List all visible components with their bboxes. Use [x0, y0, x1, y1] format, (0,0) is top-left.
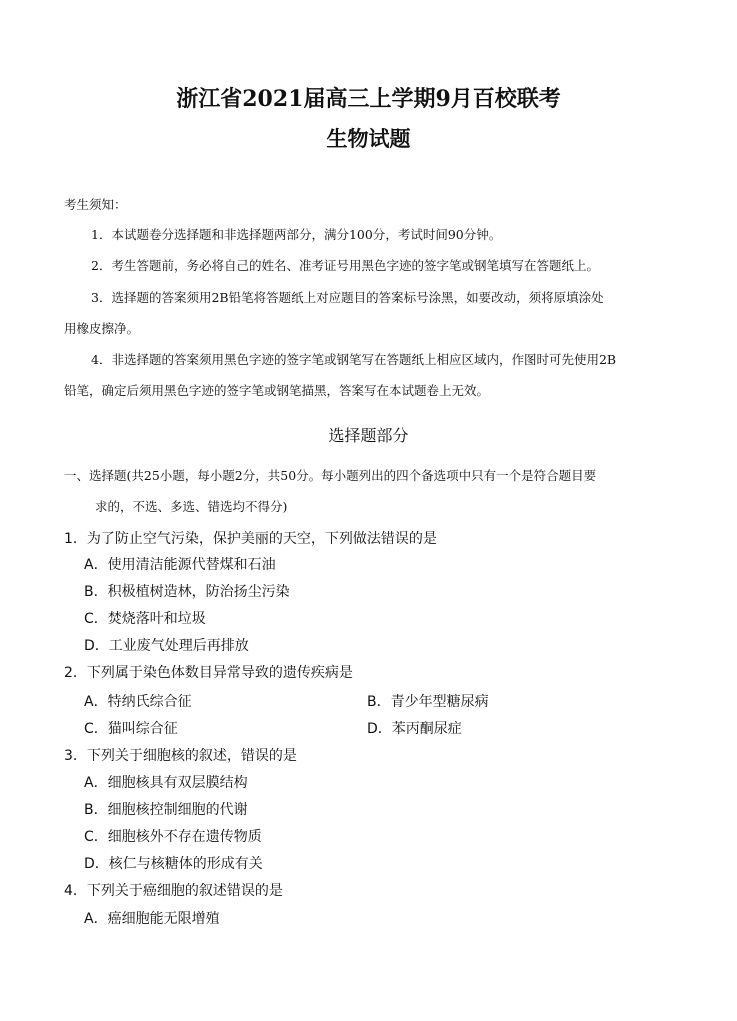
notice-item-3-line-2: 用橡皮擦净。	[64, 321, 140, 336]
notice-heading: 考生须知：	[64, 197, 127, 212]
question-1-option-a: A．使用清洁能源代替煤和石油	[84, 557, 276, 573]
notice-item-2: 2．考生答题前，务必将自己的姓名、准考证号用黑色字迹的签字笔或钢笔填写在答题纸上。	[91, 258, 599, 273]
question-3-option-a: A．细胞核具有双层膜结构	[84, 775, 248, 791]
section-title: 选择题部分	[328, 426, 409, 445]
question-3-option-b: B．细胞核控制细胞的代谢	[84, 802, 248, 818]
question-2-option-b: B．青少年型糖尿病	[367, 694, 489, 710]
notice-item-4-line-2: 铅笔，确定后须用黑色字迹的签字笔或钢笔描黑，答案写在本试题卷上无效。	[64, 383, 490, 398]
question-2-option-a: A．特纳氏综合征	[84, 694, 192, 710]
question-1-option-c: C．焚烧落叶和垃圾	[84, 611, 206, 627]
question-2-option-c: C．猫叫综合征	[84, 721, 178, 737]
question-1-option-d: D．工业废气处理后再排放	[84, 638, 249, 654]
exam-title: 浙江省2021届高三上学期9月百校联考	[176, 86, 561, 112]
question-4-option-a: A．癌细胞能无限增殖	[84, 911, 220, 927]
instructions-line-2: 求的，不选、多选、错选均不得分)	[95, 499, 288, 514]
notice-item-1: 1．本试题卷分选择题和非选择题两部分，满分100分，考试时间90分钟。	[91, 227, 502, 242]
question-4-stem: 4．下列关于癌细胞的叙述错误的是	[64, 883, 283, 899]
question-3-option-d: D．核仁与核糖体的形成有关	[84, 856, 263, 872]
question-2-stem: 2．下列属于染色体数目异常导致的遗传疾病是	[64, 665, 353, 681]
notice-item-4-line-1: 4．非选择题的答案须用黑色字迹的签字笔或钢笔写在答题纸上相应区域内，作图时可先使用2B	[91, 352, 617, 367]
question-1-option-b: B．积极植树造林，防治扬尘污染	[84, 584, 290, 600]
question-1-stem: 1．为了防止空气污染，保护美丽的天空，下列做法错误的是	[64, 531, 437, 547]
question-3-stem: 3．下列关于细胞核的叙述，错误的是	[64, 748, 297, 764]
instructions-line-1: 一、选择题(共25小题，每小题2分，共50分。每小题列出的四个备选项中只有一个是符合题目要	[64, 468, 597, 483]
notice-item-3-line-1: 3．选择题的答案须用2B铅笔将答题纸上对应题目的答案标号涂黑，如要改动，须将原填涂处	[91, 290, 604, 305]
question-2-option-d: D．苯丙酮尿症	[367, 721, 462, 737]
exam-subject: 生物试题	[326, 126, 411, 151]
question-3-option-c: C．细胞核外不存在遗传物质	[84, 829, 262, 845]
